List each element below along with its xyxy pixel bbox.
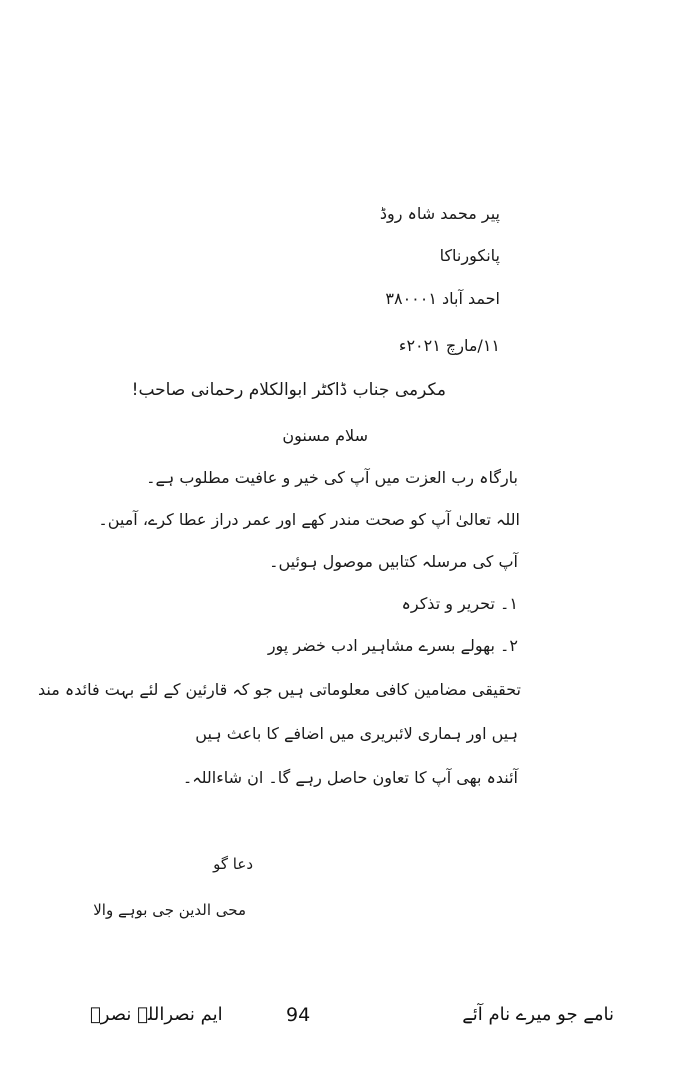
address-area: پانکورناکا — [439, 246, 500, 265]
letter-date: ۱۱/مارچ ۲۰۲۱ء — [398, 336, 500, 355]
body-line: اللہ تعالیٰ آپ کو صحت مندر کھے اور عمر دراز عطا کرے، آمین۔ — [98, 510, 520, 529]
address-city-pin: احمد آباد ۳۸۰۰۰۱ — [385, 289, 500, 308]
letter-greeting: سلام مسنون — [282, 426, 368, 445]
body-line: ۲۔ بھولے بسرے مشاہیر ادب خضر پور — [267, 636, 518, 655]
body-line: تحقیقی مضامین کافی معلوماتی ہیں جو کہ قارئین کے لئے بہت فائدہ مند — [37, 680, 521, 699]
letter-signature: محی الدین جی بوہے والا — [93, 901, 246, 919]
body-line: بارگاہ رب العزت میں آپ کی خیر و عافیت مطلوب ہے۔ — [146, 468, 518, 487]
address-street: پیر محمد شاہ روڈ — [379, 204, 500, 223]
letter-salutation: مکرمی جناب ڈاکٹر ابوالکلام رحمانی صاحب! — [131, 380, 446, 400]
footer-author: ایم نصراللہ نصرؔ — [90, 1004, 223, 1025]
body-line: ہیں اور ہماری لائبریری میں اضافے کا باعث ہیں — [195, 724, 518, 743]
footer-page-number: 94 — [286, 1004, 311, 1026]
footer-book-title: نامے جو میرے نام آئے — [462, 1004, 614, 1025]
body-line: آپ کی مرسلہ کتابیں موصول ہوئیں۔ — [269, 552, 518, 571]
body-line: آئندہ بھی آپ کا تعاون حاصل رہے گا۔ ان شاءاللہ۔ — [182, 768, 518, 787]
body-line: ۱۔ تحریر و تذکرہ — [401, 594, 518, 613]
letter-closing: دعا گو — [213, 855, 253, 873]
